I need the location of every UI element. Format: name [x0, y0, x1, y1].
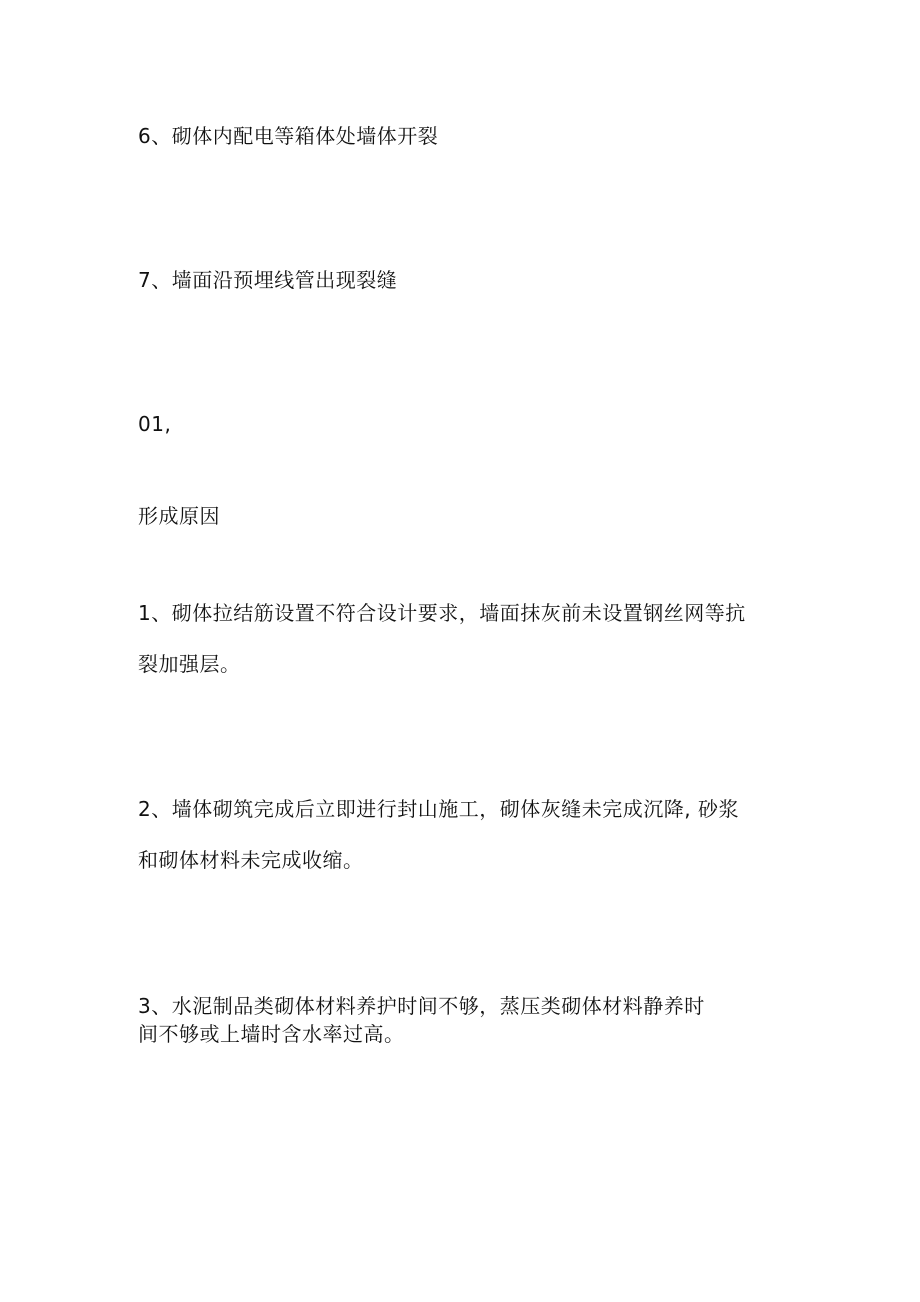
section-number: 01, [138, 412, 172, 436]
item-7-text: 7、墙面沿预埋线管出现裂缝 [138, 268, 398, 292]
cause-3-line-1: 3、水泥制品类砌体材料养护时间不够，蒸压类砌体材料静养时 [138, 994, 705, 1018]
item-6-text: 6、砌体内配电等箱体处墙体开裂 [138, 124, 439, 148]
cause-2-line-1: 2、墙体砌筑完成后立即进行封山施工，砌体灰缝未完成沉降, 砂浆 [138, 797, 739, 821]
cause-1-line-1: 1、砌体拉结筋设置不符合设计要求，墙面抹灰前未设置钢丝网等抗 [138, 601, 746, 625]
cause-3-line-2: 间不够或上墙时含水率过高。 [138, 1022, 405, 1046]
cause-1-line-2: 裂加强层。 [138, 652, 241, 676]
cause-2-line-2: 和砌体材料未完成收缩。 [138, 848, 364, 872]
section-heading: 形成原因 [138, 504, 220, 528]
